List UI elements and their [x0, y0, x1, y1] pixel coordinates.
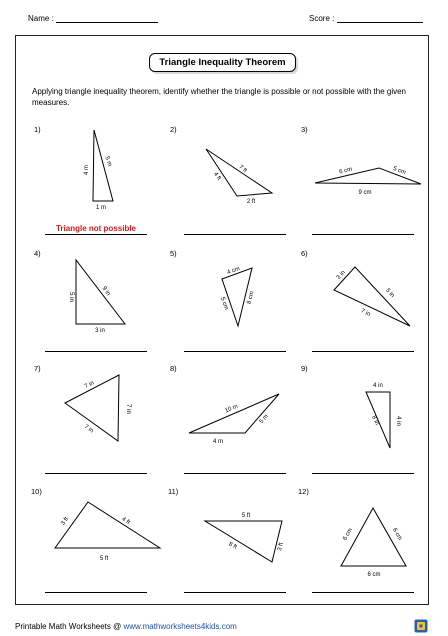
side-label: 7 ft [237, 164, 248, 175]
triangle-6 [334, 267, 410, 326]
answer-line[interactable] [312, 339, 414, 352]
answer-text: Triangle not possible [55, 224, 136, 233]
side-label: 10 m [224, 403, 239, 415]
mathworksheets4kids-logo-icon [414, 619, 428, 633]
side-label: 8 ft [227, 541, 238, 551]
triangle-11 [205, 521, 282, 562]
answer-line[interactable] [45, 580, 147, 593]
side-label: 6 cm [391, 527, 403, 542]
side-label: 7 in [125, 404, 131, 414]
side-label: 4 in [373, 383, 383, 389]
problem-number: 12) [298, 487, 309, 496]
problem-number: 2) [170, 125, 177, 134]
side-label: 4 ft [211, 171, 222, 182]
side-label: 2 ft [246, 199, 256, 205]
side-label: 6 cm [342, 527, 354, 542]
side-label: 4 cm [226, 266, 241, 277]
triangle-10 [55, 502, 160, 548]
answer-line[interactable] [184, 580, 286, 593]
problem-number: 3) [301, 125, 308, 134]
worksheet-title: Triangle Inequality Theorem [149, 53, 296, 72]
side-label: 7 in [359, 308, 372, 318]
problem-number: 8) [170, 364, 177, 373]
answer-line[interactable] [184, 461, 286, 474]
side-label: 4 m [212, 439, 224, 445]
side-label: 7 in [83, 380, 96, 390]
triangle-8 [189, 394, 279, 433]
side-label: 9 in [100, 285, 112, 298]
side-label: 5 in [384, 287, 396, 299]
side-label: 4 m [84, 164, 90, 176]
side-label: 1 m [95, 205, 107, 211]
side-label: 5 cm [392, 165, 407, 177]
problem-number: 4) [34, 249, 41, 258]
answer-line[interactable] [45, 339, 147, 352]
problem-number: 10) [31, 487, 42, 496]
score-label: Score : [309, 14, 335, 23]
problem-number: 7) [34, 364, 41, 373]
answer-line[interactable] [45, 222, 147, 235]
side-label: 5 ft [99, 556, 109, 562]
side-label: 6 cm [338, 166, 353, 176]
side-label: 5 ft [241, 513, 251, 519]
side-label: 3 in [95, 328, 105, 334]
answer-line[interactable] [184, 339, 286, 352]
side-label: 8 cm [246, 290, 256, 305]
side-label: 5 m [103, 155, 113, 168]
side-label: 5 in [68, 292, 74, 302]
problem-number: 11) [168, 487, 179, 496]
side-label: 5 cm [218, 296, 229, 311]
side-label: 5 m [258, 413, 270, 426]
side-label: 8 in [370, 414, 380, 427]
name-label: Name : [28, 14, 54, 23]
problem-number: 1) [34, 125, 41, 134]
answer-line[interactable] [312, 222, 414, 235]
problem-number: 6) [301, 249, 308, 258]
side-label: 7 in [82, 423, 95, 435]
side-label: 6 cm [367, 572, 381, 578]
footer-link[interactable]: www.mathworksheets4kids.com [123, 622, 237, 631]
triangle-4 [76, 260, 125, 324]
answer-line[interactable] [184, 222, 286, 235]
side-label: 3 in [335, 269, 347, 281]
problem-number: 9) [301, 364, 308, 373]
side-label: 3 ft [60, 516, 71, 527]
footer [15, 622, 237, 631]
side-label: 4 in [395, 416, 401, 426]
side-label: 3 ft [277, 542, 285, 552]
problem-number: 5) [170, 249, 177, 258]
side-label: 9 cm [358, 190, 372, 196]
side-label: 4 ft [120, 516, 131, 526]
answer-line[interactable] [312, 580, 414, 593]
answer-line[interactable] [312, 461, 414, 474]
footer-text: Printable Math Worksheets @ [15, 622, 124, 631]
instructions: Applying triangle inequality theorem, identify whether the triangle is possible or not possible with the given measures. [32, 87, 406, 107]
answer-line[interactable] [45, 461, 147, 474]
